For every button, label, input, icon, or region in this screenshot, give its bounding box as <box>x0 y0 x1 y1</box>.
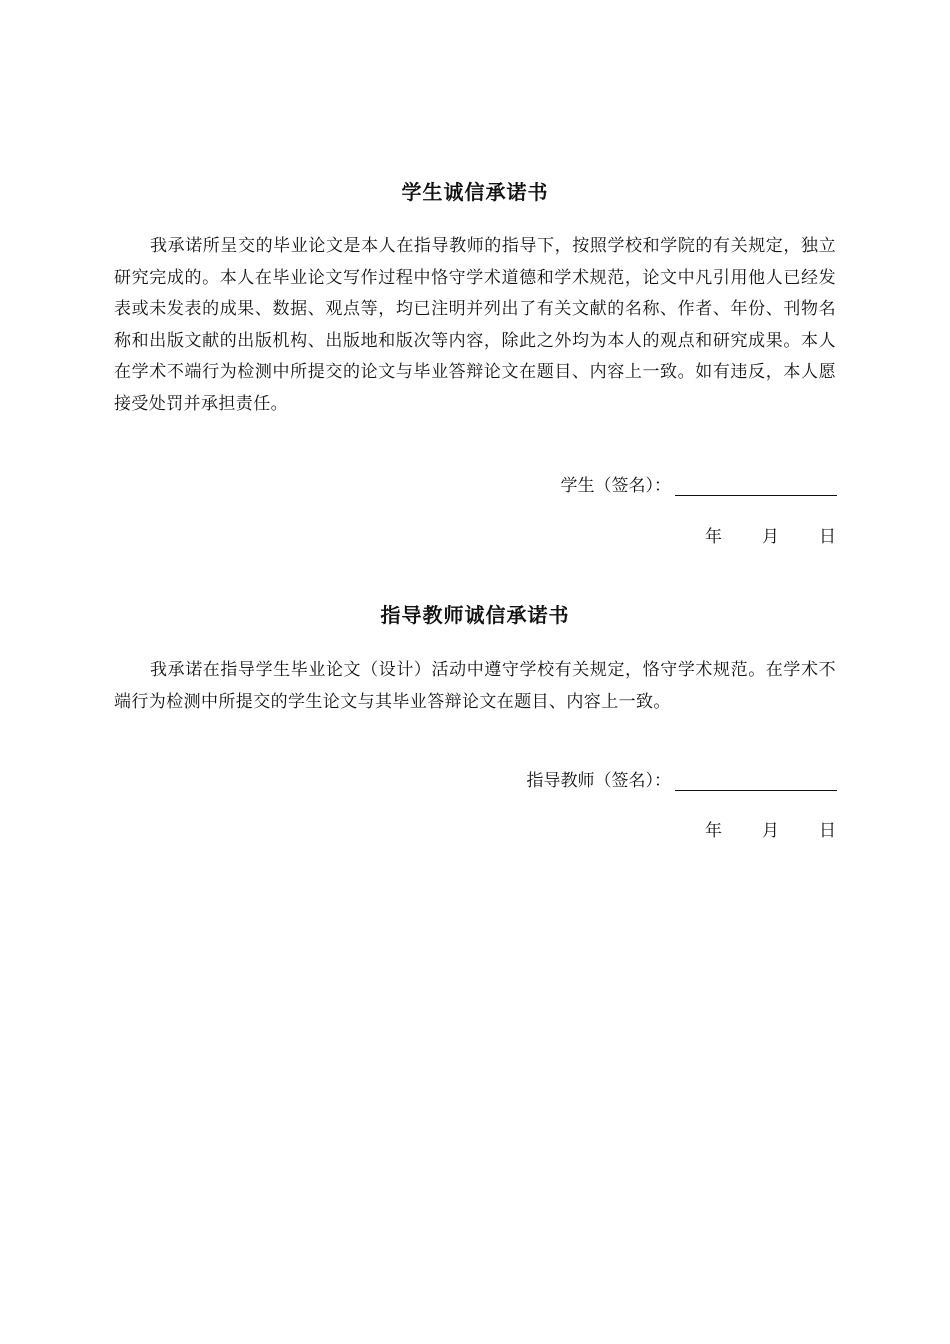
teacher-signature-label: 指导教师（签名）： <box>526 771 671 791</box>
student-date-year: 年 <box>705 527 722 547</box>
student-signature-line <box>675 477 837 496</box>
student-signature <box>561 471 838 496</box>
teacher-pledge-title: 指导教师诚信承诺书 <box>380 603 570 627</box>
teacher-signature <box>527 766 838 791</box>
teacher-date-day: 日 <box>819 821 836 841</box>
teacher-date-year: 年 <box>705 821 722 841</box>
student-pledge-title: 学生诚信承诺书 <box>401 180 549 204</box>
student-pledge-paragraph: 我承诺所呈交的毕业论文是本人在指导教师的指导下，按照学校和学院的有关规定，独立研究完成的。本人在毕业论文写作过程中恪守学术道德和学术规范，论文中凡引用他人已经发表或未发表的成果、数据、观点等，均已注明并列出了有关文献的名称、作者、年份、刊物名称和出版文献的出版机构、出版地和版次等内容，除此之外均为本人的观点和研究成果。本人在学术不端行为检测中所提交的论文与毕业答辩论文在题目、内容上一致。如有违反，本人愿接受处罚并承担责任。 <box>114 236 836 414</box>
student-date-month: 月 <box>762 527 779 547</box>
teacher-date-month: 月 <box>762 821 779 841</box>
student-date-day: 日 <box>819 527 836 547</box>
student-date <box>705 522 836 547</box>
teacher-signature-line <box>675 772 837 791</box>
teacher-pledge-paragraph: 我承诺在指导学生毕业论文（设计）活动中遵守学校有关规定，恪守学术规范。在学术不端行为检测中所提交的学生论文与其毕业答辩论文在题目、内容上一致。 <box>114 660 836 712</box>
teacher-date <box>705 816 836 841</box>
student-signature-label: 学生（签名）： <box>560 476 671 496</box>
